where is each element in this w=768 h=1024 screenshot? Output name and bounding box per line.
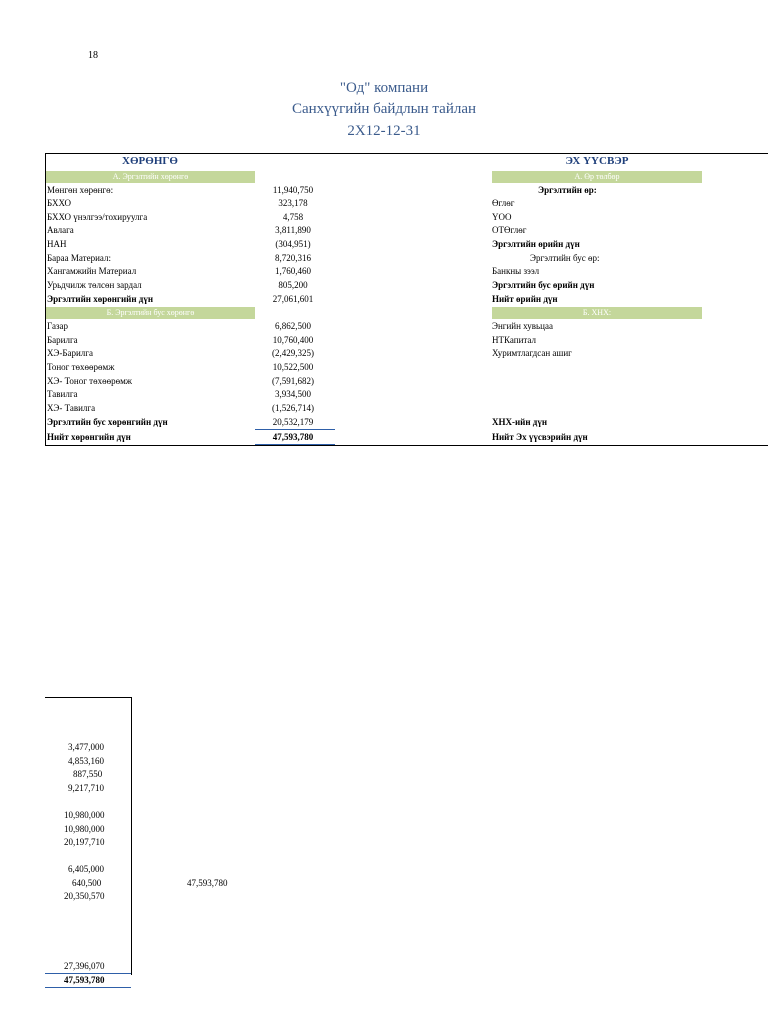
asset-label: Тоног төхөөрөмж bbox=[47, 362, 115, 372]
continuation-value: 4,853,160 bbox=[68, 756, 104, 766]
report-title: Санхүүгийн байдлын тайлан bbox=[291, 101, 477, 117]
total-assets-label: Нийт хөрөнгийн дүн bbox=[47, 432, 131, 442]
asset-label: ХЭ- Тоног төхөөрөмж bbox=[47, 376, 132, 386]
equity-label: Нийт Эх үүсвэрийн дүн bbox=[492, 432, 588, 442]
asset-label: БХХО bbox=[47, 198, 71, 208]
current-assets-total-label: Эргэлтийн хөрөнгийн дүн bbox=[47, 294, 154, 304]
asset-value: 805,200 bbox=[278, 280, 308, 290]
asset-label: Тавилга bbox=[47, 389, 78, 399]
equity-band: Б. ХНХ: bbox=[492, 307, 702, 319]
asset-value: 8,720,316 bbox=[275, 253, 311, 263]
continuation-subtotal: 27,396,070 bbox=[64, 961, 105, 971]
equity-label: Өглөг bbox=[492, 198, 515, 208]
liabilities-band: А. Өр төлбөр bbox=[492, 171, 702, 183]
section-b-band: Б. Эргэлтийн бус хөрөнгө bbox=[46, 307, 255, 319]
equity-label: Нийт өрийн дүн bbox=[492, 294, 558, 304]
total-underline bbox=[255, 444, 335, 445]
continuation-value: 10,980,000 bbox=[64, 810, 105, 820]
asset-value: 3,811,890 bbox=[275, 225, 311, 235]
asset-label: Газар bbox=[47, 321, 69, 331]
company-name: "Од" компани bbox=[339, 80, 429, 96]
continuation-value: 20,350,570 bbox=[64, 891, 105, 901]
equity-label: Эргэлтийн өр: bbox=[538, 185, 597, 195]
asset-label: ХЭ- Тавилга bbox=[47, 403, 96, 413]
asset-label: ХЭ-Барилга bbox=[47, 348, 93, 358]
asset-value: 11,940,750 bbox=[272, 185, 314, 195]
asset-label: Мөнгөн хөрөнгө: bbox=[47, 185, 114, 195]
asset-value: 1,760,460 bbox=[275, 266, 311, 276]
asset-value: 4,758 bbox=[282, 212, 304, 222]
asset-label: Урьдчилж төлсөн зардал bbox=[47, 280, 142, 290]
asset-value: (2,429,325) bbox=[272, 348, 314, 358]
asset-value: (304,951) bbox=[275, 239, 311, 249]
assets-header: ХӨРӨНГӨ bbox=[122, 155, 178, 167]
asset-label: БХХО үнэлгээ/тохируулга bbox=[47, 212, 148, 222]
table-bottom-border bbox=[45, 445, 768, 446]
continuation-value: 6,405,000 bbox=[68, 864, 104, 874]
report-date: 2Х12-12-31 bbox=[347, 123, 421, 139]
equity-label: ОТӨглөг bbox=[492, 225, 527, 235]
equity-label: Эргэлтийн бус өр: bbox=[530, 253, 600, 263]
asset-value: (7,591,682) bbox=[272, 376, 314, 386]
asset-label: Бараа Материал: bbox=[47, 253, 111, 263]
page-number: 18 bbox=[88, 50, 98, 61]
equity-label: НТКапитал bbox=[492, 335, 536, 345]
asset-value: 6,862,500 bbox=[275, 321, 311, 331]
continuation-value: 9,217,710 bbox=[68, 783, 104, 793]
continuation-value: 20,197,710 bbox=[64, 837, 105, 847]
asset-label: НАН bbox=[47, 239, 67, 249]
total-assets-value: 47,593,780 bbox=[272, 432, 314, 442]
subtotal-underline bbox=[255, 429, 335, 430]
table-left-border bbox=[45, 153, 46, 445]
asset-label: Хангамжийн Материал bbox=[47, 266, 137, 276]
section-a-band: А. Эргэлтийн хөрөнгө bbox=[46, 171, 255, 183]
asset-label: Авлага bbox=[47, 225, 74, 235]
equity-label: Эргэлтийн бус өрийн дүн bbox=[492, 280, 595, 290]
equity-label: Энгийн хувьцаа bbox=[492, 321, 553, 331]
asset-value: 10,522,500 bbox=[272, 362, 314, 372]
equity-header: ЭХ ҮҮСВЭР bbox=[565, 155, 629, 167]
table-top-border bbox=[45, 153, 768, 154]
equity-label: Хуримтлагдсан ашиг bbox=[492, 348, 572, 358]
continuation-value: 3,477,000 bbox=[68, 742, 104, 752]
equity-label: ҮОО bbox=[492, 212, 512, 222]
continuation-total-underline bbox=[45, 987, 131, 988]
asset-value: 10,760,400 bbox=[272, 335, 314, 345]
asset-value: (1,526,714) bbox=[272, 403, 314, 413]
noncurrent-assets-total-label: Эргэлтийн бус хөрөнгийн дүн bbox=[47, 417, 168, 427]
continuation-right-border bbox=[131, 697, 132, 975]
continuation-top-border bbox=[45, 697, 131, 698]
equity-label: ХНХ-ийн дүн bbox=[492, 417, 548, 427]
asset-value: 3,934,500 bbox=[275, 389, 311, 399]
asset-value: 323,178 bbox=[278, 198, 308, 208]
continuation-grand-total: 47,593,780 bbox=[64, 975, 105, 985]
noncurrent-assets-total-value: 20,532,179 bbox=[272, 417, 314, 427]
continuation-side-total: 47,593,780 bbox=[187, 878, 228, 888]
continuation-value: 640,500 bbox=[72, 878, 102, 888]
continuation-value: 887,550 bbox=[73, 769, 103, 779]
equity-label: Банкны зээл bbox=[492, 266, 540, 276]
asset-label: Барилга bbox=[47, 335, 78, 345]
continuation-value: 10,980,000 bbox=[64, 824, 105, 834]
current-assets-total-value: 27,061,601 bbox=[272, 294, 314, 304]
equity-label: Эргэлтийн өрийн дүн bbox=[492, 239, 580, 249]
